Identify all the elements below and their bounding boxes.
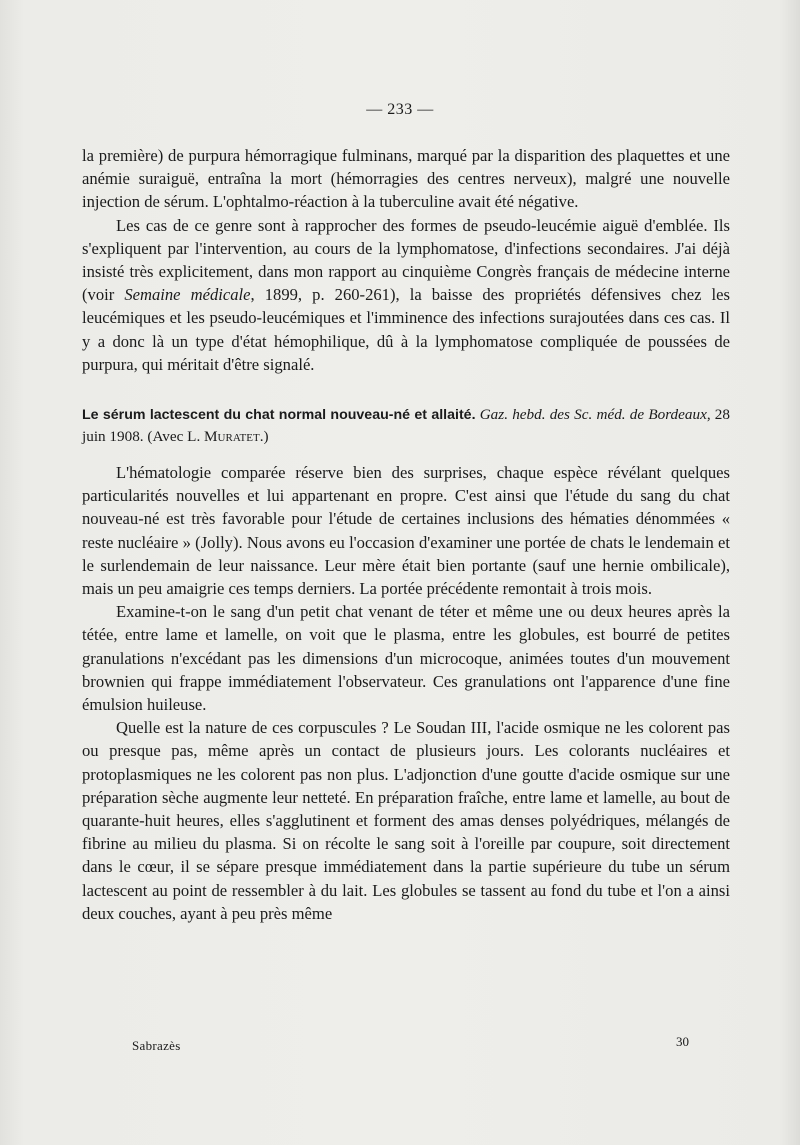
footer-sheet-number: 30	[676, 1034, 689, 1049]
article-heading-close: .)	[259, 428, 269, 446]
paragraph-corpuscules: Quelle est la nature de ces corpuscules ? Le Soudan III, l'acide osmique ne les colorent pas ou presque pas, même après un contact de plusieurs jours. Les colorants nucléaires et protoplasmiques ne les colorent pas non plus. L'adjonction d'une goutte d'acide osmique sur une préparation sèche augmente leur netteté. En préparation fraîche, entre lame et lamelle, au bout de quarante-huit heures, elles s'agglutinent et forment des amas denses polyédriques, mélangés de fibrine au milieu du plasma. Si on récolte le sang soit à l'oreille par coupure, soit directement dans le cœur, il se sépare presque immédiatement dans la partie supérieure du tube un sérum lactescent au point de ressembler à du lait. Les globules se tassent au fond du tube et l'on a ainsi deux couches, ayant à peu près même	[82, 718, 730, 923]
footer-author: Sabrazès	[132, 1038, 181, 1053]
paragraph-hematologie: L'hématologie comparée réserve bien des surprises, chaque espèce révélant quelques particularités nouvelles et lui appartenant en propre. C'est ainsi que l'étude du sang du chat nouveau-né est très favorable pour l'étude de certaines inclusions des hématies dénommées « reste nucléaire » (Jolly). Nous avons eu l'occasion d'examiner une portée de chats le lendemain et le surlendemain de leur naissance. Leur mère était bien portante (sauf une hernie ombilicale), mais un peu amaigrie ces temps derniers. La portée précédente remontait à trois mois.	[82, 463, 730, 599]
paragraph-text: Les cas de ce genre sont à rapprocher des formes de pseudo-leucémie aiguë d'emblée. Ils s'expliquent par l'intervention, au cours de la lymphomatose, d'infections secondaires. J'ai déjà insisté très explicitement, dans mon rapport au cinquième Congrès français de médecine interne (voir	[82, 215, 730, 305]
article-coauthor: Muratet	[204, 428, 260, 446]
journal-reference: Semaine médicale	[124, 285, 251, 305]
paragraph-examen-sang: Examine-t-on le sang d'un petit chat venant de téter et même une ou deux heures après la tétée, entre lame et lamelle, on voit que le plasma, entre les globules, est bourré de petites granulations n'excédant pas les dimensions d'un microcoque, animées toutes d'un mouvement brownien qui frappe immédiatement l'observateur. Ces granulations ont l'apparence d'une fine émulsion huileuse.	[82, 602, 730, 715]
body-text	[82, 144, 730, 925]
paragraph-text: , 1899, p. 260-261), la baisse des propriétés défensives chez les leucémiques et les pseudo-leucémiques et l'imminence des infections surajoutées dans ces cas. Il y a donc là un type d'état hémophilique, dû à la lymphomatose compliquée de poussées de purpura, qui méritait d'être signalé.	[82, 285, 730, 374]
article-heading	[82, 404, 730, 447]
article-date: , 28 juin 1908. (Avec L.	[82, 406, 730, 446]
article-source: Gaz. hebd. des Sc. méd. de Bordeaux	[479, 406, 707, 424]
article-title: Le sérum lactescent du chat normal nouveau-né et allaité.	[82, 407, 476, 424]
page-number: — 233 —	[366, 101, 434, 118]
paragraph-pseudo-leucemie	[82, 214, 730, 376]
paragraph-continued: la première) de purpura hémorragique fulminans, marqué par la disparition des plaquettes et une anémie suraiguë, entraîna la mort (hémorragies des centres nerveux), malgré une nouvelle injection de sérum. L'ophtalmo-réaction à la tuberculine avait été négative.	[82, 146, 730, 212]
